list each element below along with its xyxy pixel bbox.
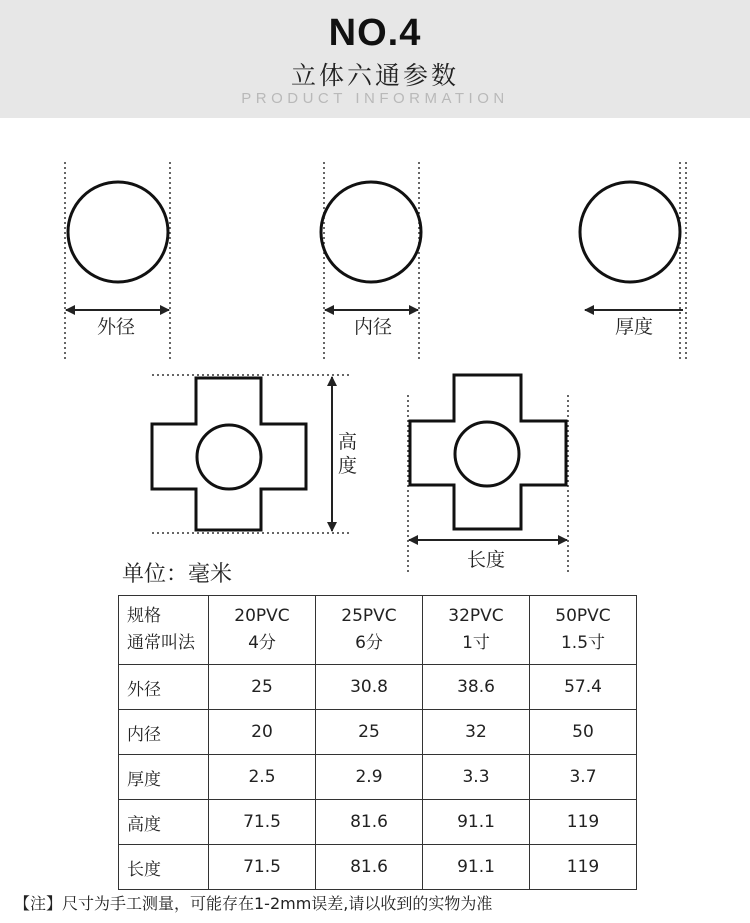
row-label: 长度: [119, 845, 209, 890]
column-common-name: 4分: [248, 633, 276, 653]
column-header: [316, 596, 423, 665]
column-common-name: 6分: [355, 633, 383, 653]
inner-diameter-label: 内径: [354, 316, 393, 338]
spec-table: [118, 595, 637, 890]
table-cell: 119: [530, 800, 637, 845]
table-row: [119, 800, 637, 845]
thickness-label: 厚度: [615, 316, 654, 338]
table-cell: 91.1: [423, 845, 530, 890]
table-cell: 91.1: [423, 800, 530, 845]
column-common-name: 1寸: [462, 633, 490, 653]
column-spec: 25PVC: [341, 606, 397, 626]
length-label: 长度: [467, 549, 506, 571]
column-header: [423, 596, 530, 665]
table-cell: 81.6: [316, 845, 423, 890]
table-row: [119, 665, 637, 710]
table-cell: 2.9: [316, 755, 423, 800]
height-cross-diagram: [152, 375, 352, 533]
table-cell: 38.6: [423, 665, 530, 710]
table-cell: 57.4: [530, 665, 637, 710]
column-spec: 32PVC: [448, 606, 504, 626]
table-cell: 71.5: [209, 845, 316, 890]
row-label: 高度: [119, 800, 209, 845]
spec-label: 规格: [127, 606, 161, 626]
page-title: 立体六通参数: [290, 61, 459, 90]
measurement-note: 【注】尺寸为手工测量，可能存在1-2mm误差,请以收到的实物为准: [14, 894, 493, 913]
table-row: [119, 755, 637, 800]
table-header-row: [119, 596, 637, 665]
table-cell: 20: [209, 710, 316, 755]
column-spec: 20PVC: [234, 606, 290, 626]
table-cell: 3.7: [530, 755, 637, 800]
common-name-label: 通常叫法: [127, 633, 195, 653]
row-label: 厚度: [119, 755, 209, 800]
table-cell: 119: [530, 845, 637, 890]
height-label-top: 高: [338, 431, 358, 453]
table-cell: 32: [423, 710, 530, 755]
table-row: [119, 845, 637, 890]
column-spec: 50PVC: [555, 606, 611, 626]
table-cell: 3.3: [423, 755, 530, 800]
row-label: 内径: [119, 710, 209, 755]
table-cell: 71.5: [209, 800, 316, 845]
outer-diameter-label: 外径: [97, 316, 136, 338]
table-cell: 25: [209, 665, 316, 710]
table-header-label: [119, 596, 209, 665]
length-cross-diagram: [408, 375, 568, 575]
table-cell: 25: [316, 710, 423, 755]
column-common-name: 1.5寸: [560, 633, 606, 653]
table-cell: 81.6: [316, 800, 423, 845]
height-label-bottom: 度: [338, 455, 358, 477]
table-cell: 50: [530, 710, 637, 755]
table-cell: 30.8: [316, 665, 423, 710]
model-number: NO.4: [328, 12, 422, 54]
row-label: 外径: [119, 665, 209, 710]
unit-label: 单位：毫米: [122, 562, 233, 587]
table-row: [119, 710, 637, 755]
column-header: [209, 596, 316, 665]
page-subtitle: PRODUCT INFORMATION: [241, 90, 509, 107]
column-header: [530, 596, 637, 665]
table-cell: 2.5: [209, 755, 316, 800]
